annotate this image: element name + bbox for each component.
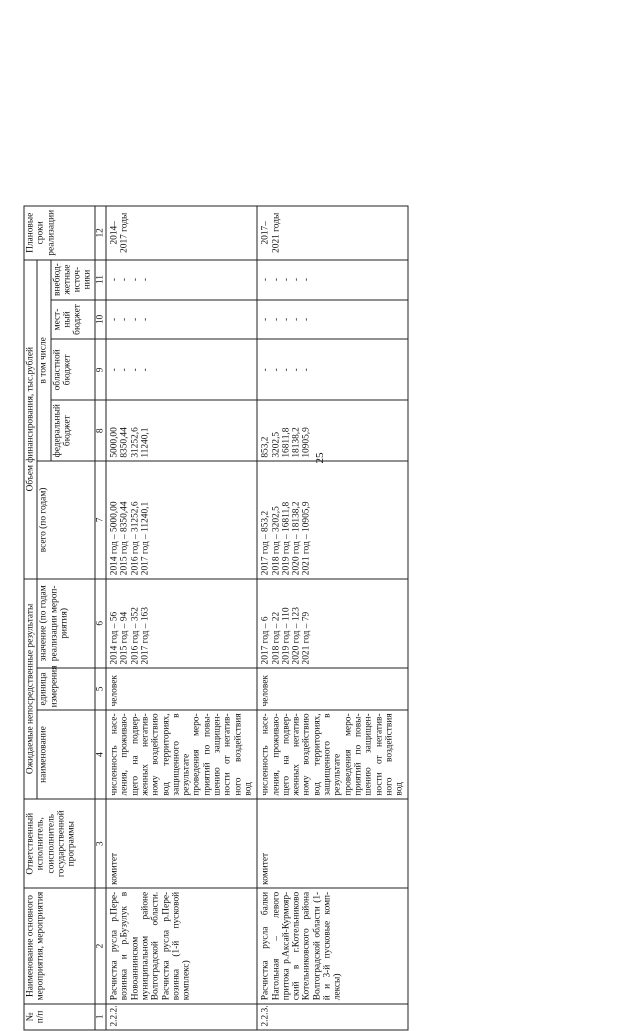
row-unit: человек: [106, 668, 257, 710]
row-terms: 2014– 2017 годы: [106, 206, 257, 260]
column-numbers-row: [95, 206, 106, 1030]
header-executor: Ответственный исполнитель, соисполнитель государственной программы: [24, 799, 95, 888]
header-local-budget: местный бюджет: [51, 300, 95, 340]
col-number: 9: [95, 339, 106, 400]
col-number: 5: [95, 668, 106, 710]
col-number: 1: [95, 1004, 106, 1030]
header-terms: Плановые сроки реализации: [24, 206, 95, 260]
row-federal: 853,2 3202,5 16811,8 18138,2 10905,9: [257, 400, 408, 461]
col-number: 3: [95, 799, 106, 888]
col-number: 8: [95, 400, 106, 461]
row-regional: - - - - -: [257, 339, 408, 400]
row-extrabudgetary: - - - - -: [257, 260, 408, 300]
header-federal-budget: федеральный бюджет: [51, 400, 95, 461]
col-number: 11: [95, 260, 106, 300]
program-table: [24, 206, 409, 1031]
col-number: 12: [95, 206, 106, 260]
table-row: [257, 206, 408, 1030]
header-financing-total: всего (по годам): [37, 461, 94, 579]
row-local: - - - -: [106, 300, 257, 340]
page-number: 25: [314, 452, 326, 464]
row-num: 2.2.3.: [257, 1004, 408, 1030]
table-row: [106, 206, 257, 1030]
row-regional: - - - -: [106, 339, 257, 400]
row-executor: комитет: [257, 799, 408, 888]
header-extrabudgetary: внебюджетные источники: [51, 260, 95, 300]
header-financing-group: Объем финансирования, тыс.рублей: [24, 260, 37, 579]
program-table-sheet: [24, 206, 572, 1031]
header-financing-including: в том числе: [37, 260, 50, 462]
row-federal: 5000,00 8350,44 31252,6 11240,1: [106, 400, 257, 461]
row-executor: комитет: [106, 799, 257, 888]
row-values: 2014 год – 56 2015 год – 94 2016 год – 352 2017 год – 163: [106, 579, 257, 668]
row-indicator: численность населения, проживающего на подверженных негативному воздействию вод территориях, защищенного в результате проведения мероприятий по повышению защищенности от негативного воздействия вод: [257, 710, 408, 799]
header-num: № п/п: [24, 1004, 95, 1030]
col-number: 4: [95, 710, 106, 799]
col-number: 7: [95, 461, 106, 579]
row-event-name: Расчистка русла р.Перевозинка и р.Бузулук в Новоаннинском муниципальном районе Волгоградской области. Расчистка русла р.Перевозинка (1-й пусковой комплекс): [106, 888, 257, 1003]
header-result-name: наименование: [37, 710, 94, 799]
header-name: Наименование основного мероприятия, мероприятия: [24, 888, 95, 1003]
row-financing-total: 2017 год – 853,2 2018 год – 3202,5 2019 год – 16811,8 2020 год – 18138,2 2021 год – 10905,9: [257, 461, 408, 579]
col-number: 6: [95, 579, 106, 668]
row-terms: 2017– 2021 годы: [257, 206, 408, 260]
row-values: 2017 год – 6 2018 год – 22 2019 год – 110 2020 год – 123 2021 год – 79: [257, 579, 408, 668]
row-unit: человек: [257, 668, 408, 710]
header-result-value: значение (по годам реализации мероприятия): [37, 579, 94, 668]
row-event-name: Расчистка русла балки Нагольная – левого притока р.Аксай-Курмоярский в г.Котельниково Котельниковского района Волгоградской области (1-й и 3-й пусковые комплексы): [257, 888, 408, 1003]
row-local: - - - - -: [257, 300, 408, 340]
header-results-group: Ожидаемые непосредственные результаты: [24, 579, 37, 799]
col-number: 10: [95, 300, 106, 340]
row-num: 2.2.2.: [106, 1004, 257, 1030]
header-result-unit: единица измерения: [37, 668, 94, 710]
row-extrabudgetary: - - - -: [106, 260, 257, 300]
header-regional-budget: областной бюджет: [51, 339, 95, 400]
col-number: 2: [95, 888, 106, 1003]
row-financing-total: 2014 год – 5000,00 2015 год – 8350,44 2016 год – 31252,6 2017 год – 11240,1: [106, 461, 257, 579]
row-indicator: численность населения, проживающего на подверженных негативному воздействию вод территориях, защищенного в результате проведения мероприятий по повышению защищенности от негативного воздействия вод: [106, 710, 257, 799]
